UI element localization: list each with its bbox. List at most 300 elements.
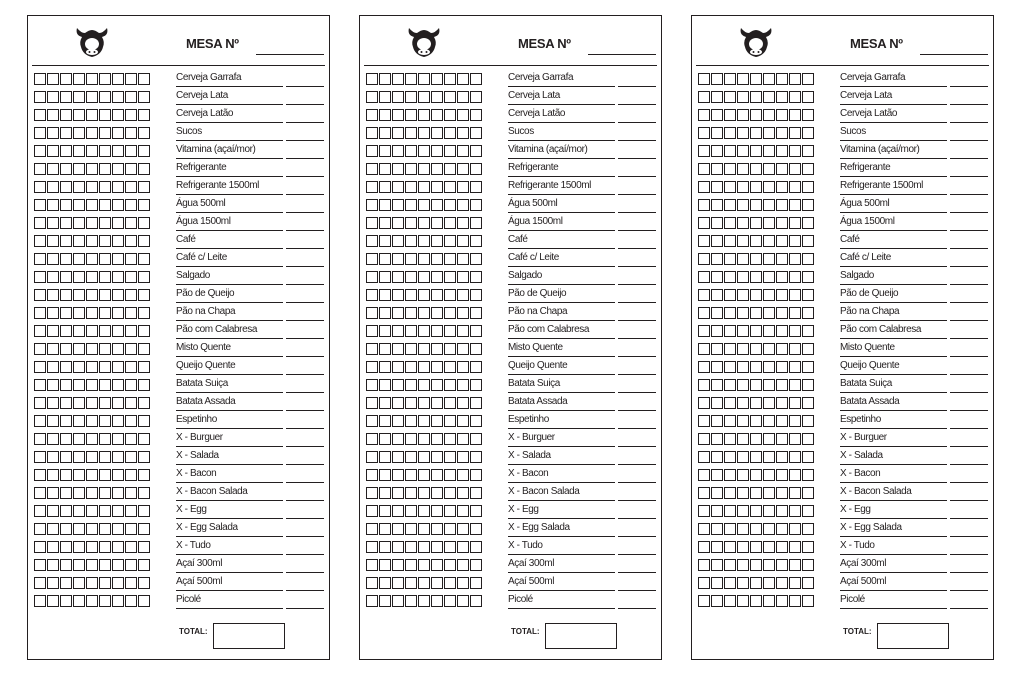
quantity-checkbox[interactable] bbox=[711, 361, 723, 373]
quantity-checkbox[interactable] bbox=[34, 415, 46, 427]
quantity-checkbox[interactable] bbox=[392, 541, 404, 553]
quantity-checkbox[interactable] bbox=[138, 505, 150, 517]
quantity-checkbox[interactable] bbox=[698, 343, 710, 355]
quantity-checkbox[interactable] bbox=[711, 325, 723, 337]
quantity-checkbox[interactable] bbox=[86, 181, 98, 193]
item-price-field[interactable] bbox=[286, 518, 324, 519]
quantity-checkbox[interactable] bbox=[789, 559, 801, 571]
quantity-checkbox[interactable] bbox=[47, 559, 59, 571]
quantity-checkbox[interactable] bbox=[724, 577, 736, 589]
quantity-checkbox[interactable] bbox=[138, 325, 150, 337]
item-price-field[interactable] bbox=[950, 608, 988, 609]
quantity-checkbox[interactable] bbox=[789, 289, 801, 301]
item-price-field[interactable] bbox=[286, 464, 324, 465]
quantity-checkbox[interactable] bbox=[431, 127, 443, 139]
item-price-field[interactable] bbox=[618, 554, 656, 555]
quantity-checkbox[interactable] bbox=[99, 163, 111, 175]
quantity-checkbox[interactable] bbox=[737, 91, 749, 103]
quantity-checkbox[interactable] bbox=[802, 343, 814, 355]
quantity-checkbox[interactable] bbox=[366, 271, 378, 283]
quantity-checkbox[interactable] bbox=[99, 577, 111, 589]
quantity-checkbox[interactable] bbox=[418, 109, 430, 121]
quantity-checkbox[interactable] bbox=[73, 235, 85, 247]
quantity-checkbox[interactable] bbox=[763, 505, 775, 517]
quantity-checkbox[interactable] bbox=[750, 127, 762, 139]
quantity-checkbox[interactable] bbox=[418, 505, 430, 517]
quantity-checkbox[interactable] bbox=[366, 595, 378, 607]
quantity-checkbox[interactable] bbox=[789, 91, 801, 103]
quantity-checkbox[interactable] bbox=[366, 145, 378, 157]
quantity-checkbox[interactable] bbox=[698, 235, 710, 247]
quantity-checkbox[interactable] bbox=[444, 307, 456, 319]
quantity-checkbox[interactable] bbox=[138, 415, 150, 427]
item-price-field[interactable] bbox=[286, 338, 324, 339]
quantity-checkbox[interactable] bbox=[379, 145, 391, 157]
quantity-checkbox[interactable] bbox=[711, 469, 723, 481]
quantity-checkbox[interactable] bbox=[698, 397, 710, 409]
quantity-checkbox[interactable] bbox=[73, 181, 85, 193]
quantity-checkbox[interactable] bbox=[724, 109, 736, 121]
quantity-checkbox[interactable] bbox=[34, 307, 46, 319]
quantity-checkbox[interactable] bbox=[366, 343, 378, 355]
quantity-checkbox[interactable] bbox=[431, 541, 443, 553]
quantity-checkbox[interactable] bbox=[60, 127, 72, 139]
quantity-checkbox[interactable] bbox=[431, 253, 443, 265]
quantity-checkbox[interactable] bbox=[457, 469, 469, 481]
quantity-checkbox[interactable] bbox=[34, 379, 46, 391]
quantity-checkbox[interactable] bbox=[99, 343, 111, 355]
quantity-checkbox[interactable] bbox=[444, 181, 456, 193]
quantity-checkbox[interactable] bbox=[776, 559, 788, 571]
quantity-checkbox[interactable] bbox=[112, 433, 124, 445]
quantity-checkbox[interactable] bbox=[112, 577, 124, 589]
quantity-checkbox[interactable] bbox=[86, 595, 98, 607]
quantity-checkbox[interactable] bbox=[47, 181, 59, 193]
quantity-checkbox[interactable] bbox=[73, 127, 85, 139]
quantity-checkbox[interactable] bbox=[711, 433, 723, 445]
quantity-checkbox[interactable] bbox=[470, 487, 482, 499]
quantity-checkbox[interactable] bbox=[698, 73, 710, 85]
quantity-checkbox[interactable] bbox=[763, 235, 775, 247]
quantity-checkbox[interactable] bbox=[366, 415, 378, 427]
quantity-checkbox[interactable] bbox=[112, 469, 124, 481]
quantity-checkbox[interactable] bbox=[418, 73, 430, 85]
quantity-checkbox[interactable] bbox=[724, 415, 736, 427]
item-price-field[interactable] bbox=[950, 140, 988, 141]
quantity-checkbox[interactable] bbox=[418, 289, 430, 301]
quantity-checkbox[interactable] bbox=[99, 91, 111, 103]
quantity-checkbox[interactable] bbox=[405, 541, 417, 553]
quantity-checkbox[interactable] bbox=[763, 289, 775, 301]
quantity-checkbox[interactable] bbox=[470, 577, 482, 589]
quantity-checkbox[interactable] bbox=[737, 379, 749, 391]
item-price-field[interactable] bbox=[286, 176, 324, 177]
table-number-field[interactable] bbox=[920, 54, 988, 55]
quantity-checkbox[interactable] bbox=[392, 595, 404, 607]
quantity-checkbox[interactable] bbox=[379, 163, 391, 175]
quantity-checkbox[interactable] bbox=[724, 73, 736, 85]
quantity-checkbox[interactable] bbox=[392, 199, 404, 211]
quantity-checkbox[interactable] bbox=[73, 91, 85, 103]
quantity-checkbox[interactable] bbox=[457, 595, 469, 607]
quantity-checkbox[interactable] bbox=[457, 451, 469, 463]
quantity-checkbox[interactable] bbox=[737, 505, 749, 517]
quantity-checkbox[interactable] bbox=[737, 73, 749, 85]
quantity-checkbox[interactable] bbox=[138, 397, 150, 409]
quantity-checkbox[interactable] bbox=[34, 235, 46, 247]
quantity-checkbox[interactable] bbox=[405, 415, 417, 427]
quantity-checkbox[interactable] bbox=[789, 541, 801, 553]
item-price-field[interactable] bbox=[618, 464, 656, 465]
quantity-checkbox[interactable] bbox=[125, 181, 137, 193]
quantity-checkbox[interactable] bbox=[802, 325, 814, 337]
quantity-checkbox[interactable] bbox=[379, 595, 391, 607]
quantity-checkbox[interactable] bbox=[711, 595, 723, 607]
quantity-checkbox[interactable] bbox=[99, 433, 111, 445]
item-price-field[interactable] bbox=[950, 428, 988, 429]
quantity-checkbox[interactable] bbox=[470, 415, 482, 427]
quantity-checkbox[interactable] bbox=[138, 451, 150, 463]
quantity-checkbox[interactable] bbox=[776, 73, 788, 85]
quantity-checkbox[interactable] bbox=[737, 163, 749, 175]
quantity-checkbox[interactable] bbox=[444, 361, 456, 373]
quantity-checkbox[interactable] bbox=[86, 451, 98, 463]
quantity-checkbox[interactable] bbox=[431, 469, 443, 481]
quantity-checkbox[interactable] bbox=[60, 541, 72, 553]
quantity-checkbox[interactable] bbox=[444, 127, 456, 139]
quantity-checkbox[interactable] bbox=[418, 343, 430, 355]
quantity-checkbox[interactable] bbox=[789, 199, 801, 211]
quantity-checkbox[interactable] bbox=[470, 271, 482, 283]
quantity-checkbox[interactable] bbox=[431, 379, 443, 391]
quantity-checkbox[interactable] bbox=[444, 415, 456, 427]
quantity-checkbox[interactable] bbox=[138, 523, 150, 535]
quantity-checkbox[interactable] bbox=[431, 577, 443, 589]
quantity-checkbox[interactable] bbox=[60, 559, 72, 571]
quantity-checkbox[interactable] bbox=[776, 163, 788, 175]
quantity-checkbox[interactable] bbox=[711, 289, 723, 301]
quantity-checkbox[interactable] bbox=[470, 397, 482, 409]
item-price-field[interactable] bbox=[618, 158, 656, 159]
quantity-checkbox[interactable] bbox=[47, 307, 59, 319]
quantity-checkbox[interactable] bbox=[457, 415, 469, 427]
quantity-checkbox[interactable] bbox=[112, 541, 124, 553]
quantity-checkbox[interactable] bbox=[392, 559, 404, 571]
quantity-checkbox[interactable] bbox=[34, 217, 46, 229]
quantity-checkbox[interactable] bbox=[392, 271, 404, 283]
quantity-checkbox[interactable] bbox=[457, 577, 469, 589]
quantity-checkbox[interactable] bbox=[789, 253, 801, 265]
quantity-checkbox[interactable] bbox=[750, 559, 762, 571]
quantity-checkbox[interactable] bbox=[379, 523, 391, 535]
quantity-checkbox[interactable] bbox=[73, 325, 85, 337]
quantity-checkbox[interactable] bbox=[470, 181, 482, 193]
item-price-field[interactable] bbox=[286, 194, 324, 195]
quantity-checkbox[interactable] bbox=[112, 235, 124, 247]
item-price-field[interactable] bbox=[618, 86, 656, 87]
item-price-field[interactable] bbox=[286, 500, 324, 501]
quantity-checkbox[interactable] bbox=[73, 595, 85, 607]
quantity-checkbox[interactable] bbox=[112, 181, 124, 193]
quantity-checkbox[interactable] bbox=[802, 541, 814, 553]
quantity-checkbox[interactable] bbox=[99, 181, 111, 193]
item-price-field[interactable] bbox=[618, 518, 656, 519]
quantity-checkbox[interactable] bbox=[392, 451, 404, 463]
quantity-checkbox[interactable] bbox=[431, 505, 443, 517]
quantity-checkbox[interactable] bbox=[763, 469, 775, 481]
quantity-checkbox[interactable] bbox=[86, 235, 98, 247]
quantity-checkbox[interactable] bbox=[789, 181, 801, 193]
item-price-field[interactable] bbox=[286, 122, 324, 123]
quantity-checkbox[interactable] bbox=[138, 469, 150, 481]
quantity-checkbox[interactable] bbox=[379, 505, 391, 517]
quantity-checkbox[interactable] bbox=[60, 109, 72, 121]
quantity-checkbox[interactable] bbox=[138, 91, 150, 103]
quantity-checkbox[interactable] bbox=[470, 217, 482, 229]
quantity-checkbox[interactable] bbox=[418, 163, 430, 175]
quantity-checkbox[interactable] bbox=[366, 307, 378, 319]
quantity-checkbox[interactable] bbox=[711, 487, 723, 499]
quantity-checkbox[interactable] bbox=[138, 145, 150, 157]
quantity-checkbox[interactable] bbox=[457, 559, 469, 571]
quantity-checkbox[interactable] bbox=[138, 163, 150, 175]
quantity-checkbox[interactable] bbox=[444, 595, 456, 607]
quantity-checkbox[interactable] bbox=[60, 235, 72, 247]
item-price-field[interactable] bbox=[286, 374, 324, 375]
quantity-checkbox[interactable] bbox=[737, 487, 749, 499]
quantity-checkbox[interactable] bbox=[366, 397, 378, 409]
quantity-checkbox[interactable] bbox=[60, 217, 72, 229]
quantity-checkbox[interactable] bbox=[138, 109, 150, 121]
quantity-checkbox[interactable] bbox=[698, 505, 710, 517]
item-price-field[interactable] bbox=[950, 392, 988, 393]
quantity-checkbox[interactable] bbox=[366, 199, 378, 211]
quantity-checkbox[interactable] bbox=[789, 127, 801, 139]
quantity-checkbox[interactable] bbox=[789, 469, 801, 481]
quantity-checkbox[interactable] bbox=[86, 325, 98, 337]
quantity-checkbox[interactable] bbox=[392, 307, 404, 319]
quantity-checkbox[interactable] bbox=[405, 595, 417, 607]
quantity-checkbox[interactable] bbox=[724, 145, 736, 157]
quantity-checkbox[interactable] bbox=[60, 361, 72, 373]
quantity-checkbox[interactable] bbox=[34, 397, 46, 409]
quantity-checkbox[interactable] bbox=[763, 541, 775, 553]
quantity-checkbox[interactable] bbox=[763, 325, 775, 337]
quantity-checkbox[interactable] bbox=[789, 307, 801, 319]
quantity-checkbox[interactable] bbox=[34, 523, 46, 535]
quantity-checkbox[interactable] bbox=[47, 91, 59, 103]
quantity-checkbox[interactable] bbox=[457, 523, 469, 535]
quantity-checkbox[interactable] bbox=[366, 289, 378, 301]
quantity-checkbox[interactable] bbox=[750, 541, 762, 553]
quantity-checkbox[interactable] bbox=[60, 73, 72, 85]
quantity-checkbox[interactable] bbox=[776, 397, 788, 409]
quantity-checkbox[interactable] bbox=[470, 595, 482, 607]
item-price-field[interactable] bbox=[618, 284, 656, 285]
quantity-checkbox[interactable] bbox=[444, 433, 456, 445]
quantity-checkbox[interactable] bbox=[99, 73, 111, 85]
quantity-checkbox[interactable] bbox=[431, 361, 443, 373]
quantity-checkbox[interactable] bbox=[431, 289, 443, 301]
quantity-checkbox[interactable] bbox=[405, 235, 417, 247]
quantity-checkbox[interactable] bbox=[750, 523, 762, 535]
quantity-checkbox[interactable] bbox=[47, 343, 59, 355]
quantity-checkbox[interactable] bbox=[99, 199, 111, 211]
quantity-checkbox[interactable] bbox=[789, 451, 801, 463]
quantity-checkbox[interactable] bbox=[711, 307, 723, 319]
quantity-checkbox[interactable] bbox=[431, 595, 443, 607]
quantity-checkbox[interactable] bbox=[60, 487, 72, 499]
quantity-checkbox[interactable] bbox=[125, 415, 137, 427]
item-price-field[interactable] bbox=[950, 86, 988, 87]
quantity-checkbox[interactable] bbox=[444, 541, 456, 553]
quantity-checkbox[interactable] bbox=[470, 361, 482, 373]
item-price-field[interactable] bbox=[618, 212, 656, 213]
quantity-checkbox[interactable] bbox=[470, 109, 482, 121]
quantity-checkbox[interactable] bbox=[763, 397, 775, 409]
quantity-checkbox[interactable] bbox=[776, 235, 788, 247]
quantity-checkbox[interactable] bbox=[457, 289, 469, 301]
quantity-checkbox[interactable] bbox=[73, 433, 85, 445]
quantity-checkbox[interactable] bbox=[60, 181, 72, 193]
quantity-checkbox[interactable] bbox=[47, 163, 59, 175]
quantity-checkbox[interactable] bbox=[418, 451, 430, 463]
quantity-checkbox[interactable] bbox=[86, 271, 98, 283]
quantity-checkbox[interactable] bbox=[405, 127, 417, 139]
quantity-checkbox[interactable] bbox=[366, 469, 378, 481]
quantity-checkbox[interactable] bbox=[405, 73, 417, 85]
quantity-checkbox[interactable] bbox=[379, 181, 391, 193]
quantity-checkbox[interactable] bbox=[470, 469, 482, 481]
quantity-checkbox[interactable] bbox=[763, 163, 775, 175]
quantity-checkbox[interactable] bbox=[86, 109, 98, 121]
quantity-checkbox[interactable] bbox=[392, 487, 404, 499]
quantity-checkbox[interactable] bbox=[724, 199, 736, 211]
quantity-checkbox[interactable] bbox=[789, 397, 801, 409]
quantity-checkbox[interactable] bbox=[125, 217, 137, 229]
quantity-checkbox[interactable] bbox=[724, 469, 736, 481]
quantity-checkbox[interactable] bbox=[776, 127, 788, 139]
table-number-field[interactable] bbox=[588, 54, 656, 55]
quantity-checkbox[interactable] bbox=[112, 415, 124, 427]
quantity-checkbox[interactable] bbox=[789, 577, 801, 589]
quantity-checkbox[interactable] bbox=[47, 469, 59, 481]
quantity-checkbox[interactable] bbox=[125, 577, 137, 589]
quantity-checkbox[interactable] bbox=[73, 397, 85, 409]
quantity-checkbox[interactable] bbox=[366, 253, 378, 265]
quantity-checkbox[interactable] bbox=[470, 73, 482, 85]
quantity-checkbox[interactable] bbox=[698, 289, 710, 301]
quantity-checkbox[interactable] bbox=[763, 109, 775, 121]
quantity-checkbox[interactable] bbox=[125, 433, 137, 445]
quantity-checkbox[interactable] bbox=[802, 253, 814, 265]
quantity-checkbox[interactable] bbox=[138, 253, 150, 265]
quantity-checkbox[interactable] bbox=[60, 271, 72, 283]
quantity-checkbox[interactable] bbox=[99, 271, 111, 283]
quantity-checkbox[interactable] bbox=[737, 271, 749, 283]
quantity-checkbox[interactable] bbox=[750, 361, 762, 373]
quantity-checkbox[interactable] bbox=[392, 415, 404, 427]
quantity-checkbox[interactable] bbox=[802, 181, 814, 193]
quantity-checkbox[interactable] bbox=[470, 523, 482, 535]
quantity-checkbox[interactable] bbox=[711, 235, 723, 247]
quantity-checkbox[interactable] bbox=[763, 595, 775, 607]
quantity-checkbox[interactable] bbox=[789, 73, 801, 85]
item-price-field[interactable] bbox=[950, 302, 988, 303]
quantity-checkbox[interactable] bbox=[711, 343, 723, 355]
quantity-checkbox[interactable] bbox=[418, 541, 430, 553]
quantity-checkbox[interactable] bbox=[47, 289, 59, 301]
quantity-checkbox[interactable] bbox=[802, 379, 814, 391]
quantity-checkbox[interactable] bbox=[112, 145, 124, 157]
quantity-checkbox[interactable] bbox=[724, 253, 736, 265]
quantity-checkbox[interactable] bbox=[470, 505, 482, 517]
quantity-checkbox[interactable] bbox=[431, 307, 443, 319]
quantity-checkbox[interactable] bbox=[457, 73, 469, 85]
quantity-checkbox[interactable] bbox=[112, 127, 124, 139]
quantity-checkbox[interactable] bbox=[711, 559, 723, 571]
quantity-checkbox[interactable] bbox=[112, 505, 124, 517]
item-price-field[interactable] bbox=[286, 230, 324, 231]
table-number-field[interactable] bbox=[256, 54, 324, 55]
item-price-field[interactable] bbox=[618, 320, 656, 321]
item-price-field[interactable] bbox=[950, 104, 988, 105]
item-price-field[interactable] bbox=[950, 446, 988, 447]
quantity-checkbox[interactable] bbox=[457, 199, 469, 211]
quantity-checkbox[interactable] bbox=[73, 361, 85, 373]
quantity-checkbox[interactable] bbox=[802, 505, 814, 517]
item-price-field[interactable] bbox=[286, 446, 324, 447]
quantity-checkbox[interactable] bbox=[366, 127, 378, 139]
quantity-checkbox[interactable] bbox=[802, 415, 814, 427]
quantity-checkbox[interactable] bbox=[138, 433, 150, 445]
quantity-checkbox[interactable] bbox=[431, 145, 443, 157]
quantity-checkbox[interactable] bbox=[698, 595, 710, 607]
quantity-checkbox[interactable] bbox=[418, 181, 430, 193]
quantity-checkbox[interactable] bbox=[802, 91, 814, 103]
quantity-checkbox[interactable] bbox=[60, 523, 72, 535]
quantity-checkbox[interactable] bbox=[444, 451, 456, 463]
quantity-checkbox[interactable] bbox=[789, 325, 801, 337]
item-price-field[interactable] bbox=[286, 212, 324, 213]
quantity-checkbox[interactable] bbox=[379, 253, 391, 265]
quantity-checkbox[interactable] bbox=[789, 271, 801, 283]
quantity-checkbox[interactable] bbox=[457, 253, 469, 265]
quantity-checkbox[interactable] bbox=[125, 541, 137, 553]
quantity-checkbox[interactable] bbox=[711, 541, 723, 553]
item-price-field[interactable] bbox=[950, 482, 988, 483]
quantity-checkbox[interactable] bbox=[86, 505, 98, 517]
quantity-checkbox[interactable] bbox=[776, 487, 788, 499]
quantity-checkbox[interactable] bbox=[47, 361, 59, 373]
quantity-checkbox[interactable] bbox=[776, 145, 788, 157]
quantity-checkbox[interactable] bbox=[47, 145, 59, 157]
item-price-field[interactable] bbox=[618, 356, 656, 357]
quantity-checkbox[interactable] bbox=[392, 361, 404, 373]
quantity-checkbox[interactable] bbox=[776, 307, 788, 319]
quantity-checkbox[interactable] bbox=[112, 325, 124, 337]
quantity-checkbox[interactable] bbox=[73, 487, 85, 499]
item-price-field[interactable] bbox=[286, 284, 324, 285]
quantity-checkbox[interactable] bbox=[470, 163, 482, 175]
quantity-checkbox[interactable] bbox=[418, 145, 430, 157]
quantity-checkbox[interactable] bbox=[789, 523, 801, 535]
quantity-checkbox[interactable] bbox=[802, 73, 814, 85]
quantity-checkbox[interactable] bbox=[737, 361, 749, 373]
quantity-checkbox[interactable] bbox=[698, 145, 710, 157]
quantity-checkbox[interactable] bbox=[73, 577, 85, 589]
quantity-checkbox[interactable] bbox=[776, 415, 788, 427]
